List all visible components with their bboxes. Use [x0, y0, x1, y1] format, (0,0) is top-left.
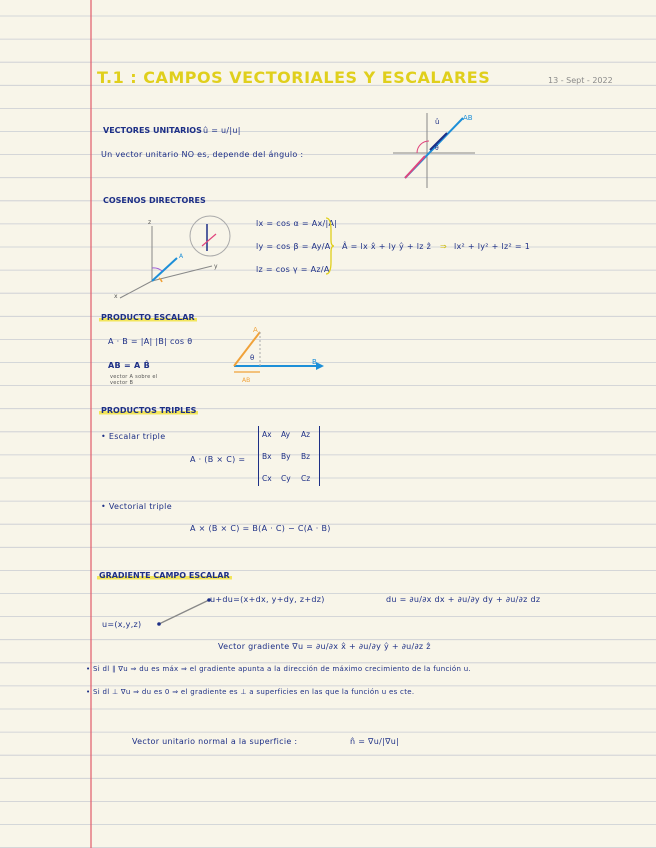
angle-label: θ	[250, 354, 255, 362]
cos-result-2: lx² + ly² + lz² = 1	[454, 242, 531, 251]
scalar-triple-expr: A · (B × C) =	[190, 455, 246, 464]
scalar-line-1: A · B = |A| |B| cos θ	[108, 337, 193, 346]
heading-unit-vectors: VECTORES UNITARIOS	[103, 126, 202, 135]
heading-gradient: GRADIENTE CAMPO ESCALAR	[99, 571, 230, 580]
label-u: û	[435, 118, 440, 126]
implies-arrow: ⇒	[440, 242, 448, 251]
unit-vector-formula: û = u/|u|	[203, 126, 241, 135]
brace	[324, 216, 334, 276]
vec-a-label-2: A	[253, 326, 258, 334]
normal-vector-label: Vector unitario normal a la superficie :	[132, 737, 298, 746]
determinant: Ax Ay Az Bx By Bz Cx Cy Cz	[258, 426, 320, 486]
axis-y-label: y	[214, 263, 218, 270]
gradient-point-start: u=(x,y,z)	[102, 620, 142, 629]
scalar-product-diagram	[228, 326, 328, 386]
proj-label: AB	[242, 377, 251, 384]
vec-a-label: A	[179, 253, 184, 260]
cos-result-1: Â = lx x̂ + ly ŷ + lz ẑ	[342, 242, 432, 251]
direction-cosines-diagram	[112, 206, 242, 302]
vec-b-label: B	[312, 358, 317, 366]
vector-triple-expr: A × (B × C) = B(A · C) − C(A · B)	[190, 524, 331, 533]
scalar-triple-label: • Escalar triple	[101, 432, 166, 441]
unit-vector-note: Un vector unitario NO es, depende del ángulo :	[101, 150, 304, 159]
axis-x-label: x	[114, 293, 118, 300]
cos-line-3: lz = cos γ = Az/A	[256, 265, 330, 274]
axis-z-label: z	[148, 219, 152, 226]
gradient-bullet-1: • Si dl ∥ ∇u ⇒ du es máx ⇒ el gradiente apunta a la dirección de máximo crecimiento de la función u.	[86, 665, 472, 673]
gradient-point-end: u+du=(x+dx, y+dy, z+dz)	[210, 595, 325, 604]
page-title: T.1 : CAMPOS VECTORIALES Y ESCALARES	[97, 68, 491, 87]
heading-triple-products: PRODUCTOS TRIPLES	[101, 406, 197, 415]
label-ab: AB	[463, 114, 473, 122]
gradient-bullet-2: • Si dl ⊥ ∇u ⇒ du es 0 ⇒ el gradiente es ⊥ a superficies en las que la función u es cte.	[86, 688, 415, 696]
gradient-differential: du = ∂u/∂x dx + ∂u/∂y dy + ∂u/∂z dz	[386, 595, 541, 604]
gradient-vector: Vector gradiente ∇u = ∂u/∂x x̂ + ∂u/∂y ŷ + ∂u/∂z ẑ	[218, 642, 431, 651]
date-label: 13 - Sept - 2022	[548, 76, 613, 85]
scalar-note: vector A sobre el vector B	[110, 374, 158, 386]
scalar-line-2: AB = A B̂	[108, 361, 151, 370]
heading-scalar-product: PRODUCTO ESCALAR	[101, 313, 195, 322]
label-theta: θ	[435, 145, 439, 152]
unit-vector-diagram	[385, 108, 480, 190]
vector-triple-label: • Vectorial triple	[101, 502, 172, 511]
normal-vector-formula: n̂ = ∇u/|∇u|	[350, 737, 400, 746]
gradient-segment	[155, 594, 215, 628]
heading-direction-cosines: COSENOS DIRECTORES	[103, 196, 206, 205]
cos-line-2: ly = cos β = Ay/A	[256, 242, 331, 251]
cos-line-1: lx = cos α = Ax/|A|	[256, 219, 338, 228]
